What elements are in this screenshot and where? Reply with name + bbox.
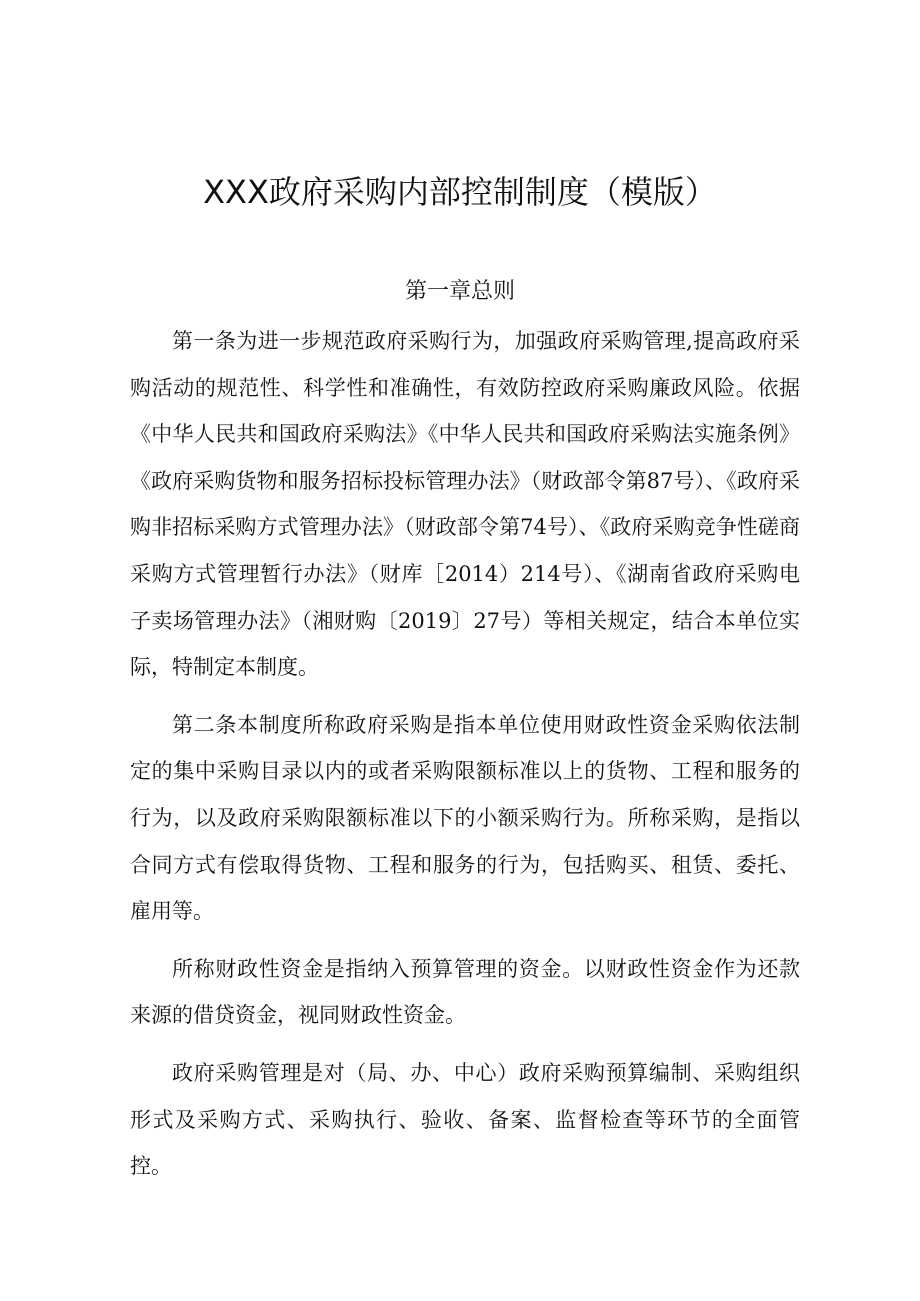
paragraph-article-2: 第二条本制度所称政府采购是指本单位使用财政性资金采购依法制定的集中采购目录以内的或者采购限额标准以上的货物、工程和服务的行为，以及政府采购限额标准以下的小额采购行为。所称采购，是指以合同方式有偿取得货物、工程和服务的行为，包括购买、租赁、委托、雇用等。 <box>130 712 800 924</box>
paragraph-article-1: 第一条为进一步规范政府采购行为，加强政府采购管理,提高政府采购活动的规范性、科学性和准确性，有效防控政府采购廉政风险。依据《中华人民共和国政府采购法》《中华人民共和国政府采购法实施条例》《政府采购货物和服务招标投标管理办法》（财政部令第87号）、《政府采购非招标采购方式管理办法》（财政部令第74号）、《政府采购竞争性磋商采购方式管理暂行办法》（财库［2014）214号）、《湖南省政府采购电子卖场管理办法》（湘财购〔2019〕27号）等相关规定，结合本单位实际，特制定本制度。 <box>130 329 800 680</box>
document-title: XXX政府采购内部控制制度（模版） <box>203 173 717 211</box>
paragraph-fiscal-funds: 所称财政性资金是指纳入预算管理的资金。以财政性资金作为还款来源的借贷资金，视同财政性资金。 <box>130 956 800 1028</box>
chapter-heading: 第一章总则 <box>404 279 515 304</box>
paragraph-procurement-management: 政府采购管理是对（局、办、中心）政府采购预算编制、采购组织形式及采购方式、采购执行、验收、备案、监督检查等环节的全面管控。 <box>130 1060 800 1179</box>
document-body <box>130 318 800 1201</box>
